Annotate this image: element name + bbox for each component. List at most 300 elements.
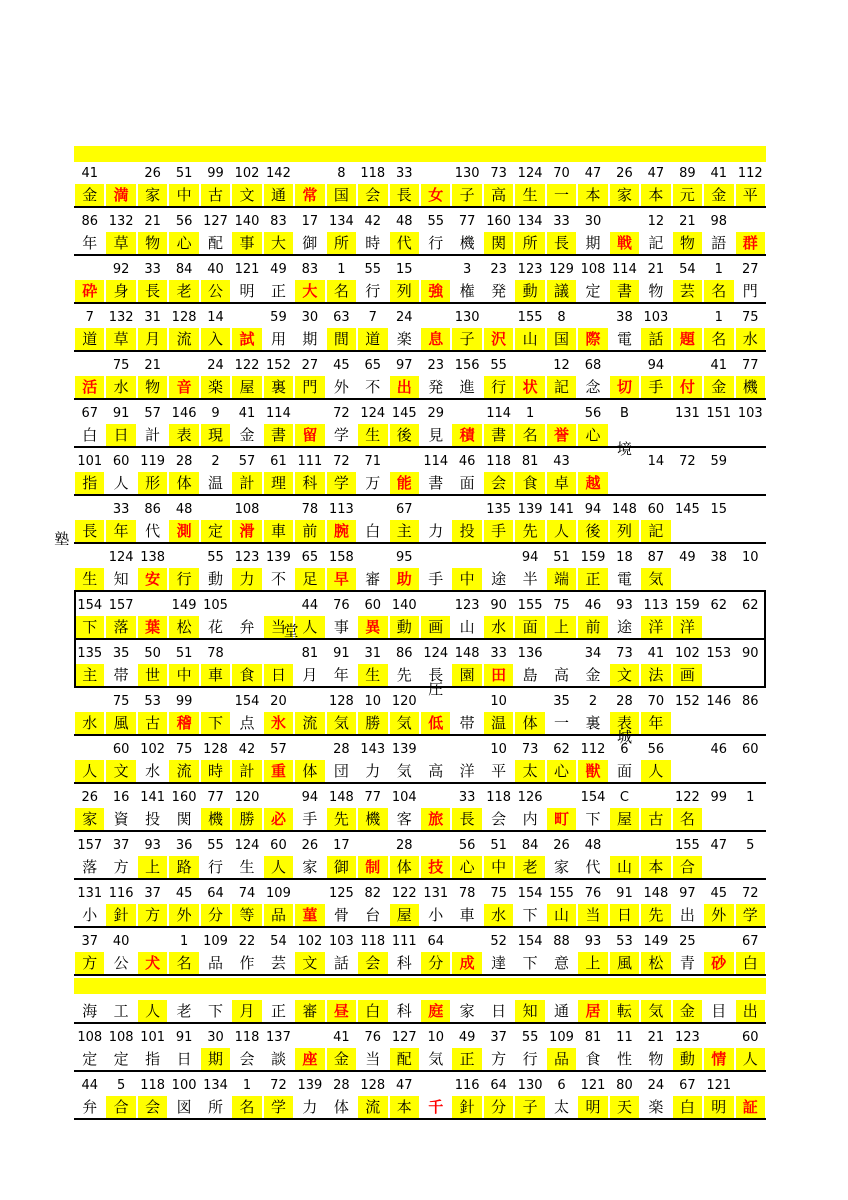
clue-number: 53 (144, 694, 161, 709)
kanji-cell: 道 (75, 328, 104, 350)
kanji-cell: 情 (704, 1048, 733, 1070)
kanji-cell: 家 (302, 858, 318, 876)
clue-number (389, 452, 420, 472)
kanji-cell: 正 (270, 282, 286, 300)
clue-number: 93 (616, 598, 633, 613)
clue-number: 65 (364, 358, 382, 373)
clue-number: 154 (517, 886, 543, 901)
clue-number: 72 (270, 1078, 287, 1093)
clue-number: 102 (234, 166, 260, 181)
kanji-cell: 御 (302, 234, 318, 252)
kanji-cell: 本 (390, 1096, 419, 1118)
clue-number: 145 (391, 406, 417, 421)
clue-number (735, 500, 766, 520)
kanji-cell: 上 (547, 616, 576, 638)
kanji-cell: 物 (648, 282, 664, 300)
kanji-cell: 面 (515, 616, 544, 638)
clue-number: 77 (458, 214, 476, 229)
clue-number: 109 (266, 886, 291, 901)
kanji-cell: 上 (138, 856, 167, 878)
kanji-cell: 針 (452, 1096, 481, 1118)
kanji-cell: 体 (333, 1098, 349, 1116)
clue-number: 75 (741, 310, 759, 325)
kanji-cell: 行 (484, 376, 513, 398)
kanji-cell: 太 (554, 1098, 570, 1116)
clue-number: 80 (616, 1078, 633, 1093)
row-divider (74, 494, 766, 496)
clue-number: 119 (140, 454, 166, 469)
clue-number: 23 (427, 358, 444, 373)
kanji-cell: 方 (113, 858, 129, 876)
clue-number: 14 (207, 310, 224, 325)
clue-number (263, 788, 294, 808)
clue-number: 74 (238, 886, 256, 901)
kanji-cell: 動 (390, 616, 419, 638)
kanji-cell: 生 (358, 664, 387, 686)
clue-number: 159 (674, 598, 700, 613)
clue-number: 12 (553, 358, 570, 373)
clue-number: 30 (207, 1030, 224, 1045)
clue-number: 152 (266, 358, 291, 373)
clue-number: 114 (423, 454, 449, 469)
clue-number: 46 (458, 454, 476, 469)
kanji-cell: 金 (704, 184, 733, 206)
kanji-cell: 関 (484, 232, 513, 254)
clue-number: 123 (234, 550, 260, 565)
kanji-cell: 園 (452, 664, 481, 686)
kanji-cell: 風 (610, 952, 639, 974)
block-frame (74, 590, 766, 688)
clue-number: 151 (706, 406, 732, 421)
kanji-cell: 画 (673, 664, 702, 686)
kanji-cell: 留 (295, 424, 324, 446)
kanji-cell: 計 (145, 426, 161, 444)
kanji-cell: 上 (578, 952, 607, 974)
clue-number: 82 (364, 886, 382, 901)
clue-number: 28 (333, 1078, 350, 1093)
kanji-cell: 生 (239, 858, 255, 876)
clue-number: 78 (458, 886, 476, 901)
clue-number: 34 (584, 646, 602, 661)
kanji-cell: 定 (113, 1050, 129, 1068)
clue-number: 148 (454, 646, 480, 661)
kanji-cell: 意 (554, 954, 570, 972)
clue-number: 128 (171, 310, 197, 325)
clue-number: 22 (238, 934, 256, 949)
clue-number: 16 (112, 790, 130, 805)
kanji-cell: 流 (169, 760, 198, 782)
kanji-cell: 車 (201, 664, 230, 686)
clue-number: 6 (557, 1078, 566, 1093)
kanji-cell: 町 (547, 808, 576, 830)
kanji-cell: 国 (327, 184, 356, 206)
clue-number (74, 500, 105, 520)
kanji-cell: 心 (169, 232, 198, 254)
clue-number (577, 452, 608, 472)
kanji-cell: 道 (358, 328, 387, 350)
kanji-cell: 金 (239, 426, 255, 444)
kanji-puzzle-grid (54, 162, 766, 1116)
kanji-cell: 談 (270, 1050, 286, 1068)
clue-number: 67 (679, 1078, 696, 1093)
clue-number (514, 356, 545, 376)
kanji-cell: 手 (302, 810, 318, 828)
clue-number: 94 (584, 502, 602, 517)
clue-number: 37 (81, 934, 98, 949)
clue-number (168, 356, 199, 376)
clue-number: 10 (427, 1030, 444, 1045)
kanji-cell: 流 (295, 712, 324, 734)
kanji-cell: 出 (679, 906, 695, 924)
kanji-cell: 誉 (547, 424, 576, 446)
kanji-cell: 発 (491, 282, 507, 300)
kanji-cell: 用 (270, 330, 286, 348)
kanji-cell: 指 (145, 1050, 161, 1068)
kanji-cell: 長 (547, 232, 576, 254)
clue-number: 21 (647, 1030, 665, 1045)
clue-number: 28 (395, 838, 413, 853)
kanji-cell: 方 (75, 952, 104, 974)
clue-number: 145 (674, 502, 700, 517)
clue-number (420, 164, 451, 184)
kanji-cell: 方 (491, 1050, 507, 1068)
clue-number: 6 (620, 742, 629, 757)
kanji-cell: 題 (673, 328, 702, 350)
kanji-cell: 機 (358, 808, 387, 830)
kanji-cell: 月 (138, 328, 167, 350)
kanji-cell: 田 (484, 664, 513, 686)
kanji-cell: 定 (201, 520, 230, 542)
kanji-cell: 老 (169, 280, 198, 302)
clue-number: 101 (77, 454, 103, 469)
kanji-cell: 流 (169, 328, 198, 350)
kanji-cell: 代 (390, 232, 419, 254)
clue-number: 28 (333, 742, 350, 757)
clue-number: 114 (486, 406, 512, 421)
clue-number: 37 (490, 1030, 507, 1045)
kanji-cell: 機 (736, 376, 765, 398)
kanji-cell: 小 (82, 906, 98, 924)
clue-number (168, 548, 199, 568)
kanji-cell: 通 (264, 184, 293, 206)
kanji-cell: 画 (421, 616, 450, 638)
clue-number: 156 (454, 358, 480, 373)
kanji-cell: 車 (264, 520, 293, 542)
clue-number (74, 356, 105, 376)
clue-number: 128 (360, 1078, 386, 1093)
kanji-cell: 本 (578, 184, 607, 206)
clue-number: 83 (270, 214, 287, 229)
kanji-cell: 重 (264, 760, 293, 782)
kanji-cell: 学 (264, 1096, 293, 1118)
kanji-cell: 松 (169, 616, 198, 638)
kanji-cell: 長 (390, 184, 419, 206)
clue-number: 62 (741, 598, 759, 613)
kanji-cell: 犬 (138, 952, 167, 974)
clue-number: 146 (171, 406, 197, 421)
clue-number: 55 (521, 1030, 539, 1045)
kanji-cell: 日 (106, 424, 135, 446)
kanji-cell: 月 (302, 666, 318, 684)
row-divider (74, 878, 766, 880)
clue-number: 48 (175, 502, 193, 517)
clue-number: 54 (679, 262, 696, 277)
kanji-cell: 法 (641, 664, 670, 686)
kanji-cell: 途 (616, 618, 632, 636)
kanji-cell: 所 (208, 1098, 224, 1116)
kanji-cell: 合 (673, 856, 702, 878)
kanji-cell: 小 (428, 906, 444, 924)
kanji-cell: 名 (515, 424, 544, 446)
clue-number: 141 (140, 790, 166, 805)
clue-number: 67 (81, 406, 98, 421)
kanji-cell: 外 (333, 378, 349, 396)
clue-number: 155 (517, 598, 543, 613)
clue-number: 33 (144, 262, 161, 277)
kanji-cell: 水 (75, 712, 104, 734)
clue-number: 122 (391, 886, 417, 901)
kanji-cell: 動 (673, 1048, 702, 1070)
kanji-cell: 計 (232, 472, 261, 494)
kanji-cell: 不 (270, 570, 286, 588)
clue-number: 28 (616, 694, 633, 709)
clue-number: 105 (203, 598, 228, 613)
clue-number: 108 (108, 1030, 134, 1045)
clue-number (451, 404, 482, 424)
kanji-cell: 権 (459, 282, 475, 300)
kanji-cell: 落 (82, 858, 98, 876)
clue-number: 139 (391, 742, 417, 757)
clue-number: 134 (517, 214, 543, 229)
clue-number: 120 (391, 694, 417, 709)
kanji-cell: 列 (390, 280, 419, 302)
kanji-cell: 切 (610, 376, 639, 398)
kanji-cell: 人 (736, 1048, 765, 1070)
clue-number: 72 (741, 886, 759, 901)
kanji-cell: 出 (736, 1000, 765, 1022)
row-divider (74, 782, 766, 784)
kanji-cell: 見 (428, 426, 444, 444)
kanji-cell: 理 (264, 472, 293, 494)
kanji-cell: 品 (264, 904, 293, 926)
kanji-cell: 人 (264, 856, 293, 878)
clue-number: 99 (710, 790, 728, 805)
kanji-cell: 山 (459, 618, 475, 636)
row-divider (74, 254, 766, 256)
kanji-cell: 千 (428, 1098, 444, 1116)
clue-number: 149 (643, 934, 669, 949)
clue-number: 109 (549, 1030, 574, 1045)
kanji-cell: 明 (239, 282, 255, 300)
clue-number: 38 (616, 310, 633, 325)
kanji-cell: 達 (491, 954, 507, 972)
kanji-cell: 人 (641, 760, 670, 782)
kanji-cell: 途 (491, 570, 507, 588)
clue-number: 143 (360, 742, 386, 757)
clue-number: 40 (112, 934, 130, 949)
kanji-cell: 昼 (327, 1000, 356, 1022)
clue-number: 33 (553, 214, 570, 229)
clue-number: 132 (108, 214, 134, 229)
kanji-cell: 流 (358, 1096, 387, 1118)
clue-number (672, 740, 703, 760)
kanji-cell: 投 (145, 810, 161, 828)
kanji-cell: 山 (515, 328, 544, 350)
clue-number (672, 308, 703, 328)
kanji-cell: 分 (484, 1096, 513, 1118)
clue-number: 48 (584, 838, 602, 853)
clue-number (703, 1028, 734, 1048)
clue-number: 97 (679, 886, 696, 901)
clue-number (420, 308, 451, 328)
kanji-cell: 気 (641, 568, 670, 590)
kanji-cell: 分 (421, 952, 450, 974)
kanji-cell: 外 (704, 904, 733, 926)
kanji-cell: 気 (428, 1050, 444, 1068)
clue-number: 124 (234, 838, 260, 853)
kanji-cell: 現 (201, 424, 230, 446)
clue-number: 7 (85, 310, 94, 325)
kanji-cell: 食 (515, 472, 544, 494)
clue-number: 12 (647, 214, 665, 229)
clue-number (640, 788, 671, 808)
clue-number: 57 (144, 406, 161, 421)
kanji-cell: 滑 (232, 520, 261, 542)
kanji-cell: 資 (113, 810, 129, 828)
kanji-cell: 万 (365, 474, 381, 492)
clue-number: 60 (364, 598, 382, 613)
kanji-cell: 金 (673, 1000, 702, 1022)
clue-number: 48 (395, 214, 413, 229)
kanji-cell: 車 (459, 906, 475, 924)
kanji-cell: 腕 (327, 520, 356, 542)
clue-number: 108 (234, 502, 260, 517)
clue-number: 94 (521, 550, 539, 565)
clue-number: 98 (710, 214, 728, 229)
clue-number: 10 (741, 550, 759, 565)
clue-number: 47 (584, 166, 602, 181)
kanji-cell: 方 (138, 904, 167, 926)
kanji-cell: 先 (641, 904, 670, 926)
kanji-cell: 弁 (239, 618, 255, 636)
clue-number (357, 548, 388, 568)
clue-number: 103 (737, 406, 763, 421)
clue-number: 56 (647, 742, 665, 757)
clue-number: 75 (553, 598, 570, 613)
clue-number: 51 (175, 166, 193, 181)
clue-number: 1 (746, 790, 755, 805)
clue-number: 87 (647, 550, 665, 565)
kanji-cell: 裏 (585, 714, 601, 732)
kanji-cell: 議 (547, 280, 576, 302)
clue-number: 111 (297, 454, 323, 469)
clue-number: 136 (517, 646, 543, 661)
clue-number: 44 (301, 598, 319, 613)
kanji-cell: 沢 (484, 328, 513, 350)
clue-number (263, 500, 294, 520)
clue-number: 118 (140, 1078, 166, 1093)
kanji-cell: 手 (484, 520, 513, 542)
clue-number: 91 (175, 1030, 193, 1045)
kanji-cell: 書 (610, 280, 639, 302)
clue-number (672, 356, 703, 376)
row-divider (74, 974, 766, 976)
clue-number: B (619, 406, 629, 421)
kanji-cell: 力 (302, 1098, 318, 1116)
clue-number: 108 (77, 1030, 103, 1045)
kanji-cell: 科 (396, 1002, 412, 1020)
kanji-cell: 機 (459, 234, 475, 252)
clue-number: 81 (521, 454, 539, 469)
clue-number: 73 (616, 646, 633, 661)
clue-number: 55 (207, 838, 224, 853)
row-divider (74, 1070, 766, 1072)
clue-number: 41 (238, 406, 256, 421)
clue-number: 122 (234, 358, 260, 373)
kanji-cell: 山 (610, 856, 639, 878)
clue-number (420, 500, 451, 520)
clue-number: 154 (234, 694, 260, 709)
clue-number: 43 (553, 454, 570, 469)
kanji-cell: 老 (176, 1002, 192, 1020)
clue-number: 154 (77, 598, 103, 613)
kanji-cell: 動 (515, 280, 544, 302)
kanji-cell: 年 (641, 712, 670, 734)
clue-number: 21 (144, 214, 161, 229)
kanji-cell: 手 (428, 570, 444, 588)
clue-number: 17 (301, 214, 319, 229)
kanji-cell: 心 (547, 760, 576, 782)
row-divider (74, 1022, 766, 1024)
clue-number: 155 (549, 886, 574, 901)
clue-number: 47 (647, 166, 665, 181)
kanji-cell: 助 (390, 568, 419, 590)
clue-number: 134 (328, 214, 354, 229)
kanji-cell: 体 (515, 712, 544, 734)
clue-number: 84 (175, 262, 193, 277)
kanji-cell: 積 (452, 424, 481, 446)
clue-number: 60 (741, 1030, 759, 1045)
kanji-cell: 長 (138, 280, 167, 302)
kanji-cell: 安 (138, 568, 167, 590)
kanji-cell: 試 (232, 328, 261, 350)
kanji-cell: 日 (264, 664, 293, 686)
kanji-cell: 金 (585, 666, 601, 684)
kanji-cell: 路 (169, 856, 198, 878)
kanji-cell: 先 (515, 520, 544, 542)
kanji-cell: 明 (704, 1096, 733, 1118)
kanji-cell: 古 (201, 184, 230, 206)
clue-number: 56 (458, 838, 476, 853)
kanji-cell: 本 (641, 856, 670, 878)
clue-number: 73 (521, 742, 539, 757)
kanji-cell: 越 (578, 472, 607, 494)
kanji-cell: 記 (547, 376, 576, 398)
kanji-cell: 太 (515, 760, 544, 782)
kanji-cell: 後 (578, 520, 607, 542)
kanji-cell: 生 (358, 424, 387, 446)
kanji-cell: 力 (232, 568, 261, 590)
clue-number: 5 (746, 838, 755, 853)
clue-number: 60 (112, 742, 130, 757)
clue-number: 70 (553, 166, 570, 181)
clue-number: 23 (490, 262, 507, 277)
kanji-cell: 日 (491, 1002, 507, 1020)
kanji-cell: 配 (208, 234, 224, 252)
clue-number (294, 884, 325, 904)
clue-number: 124 (360, 406, 386, 421)
kanji-cell: 等 (232, 904, 261, 926)
